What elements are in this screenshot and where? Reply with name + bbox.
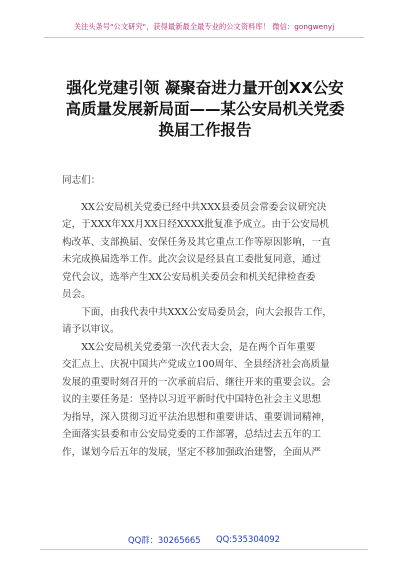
qq-group-number: QQ群：30265665 [128, 535, 201, 545]
title-line: 换届工作报告 [158, 121, 252, 139]
header-banner: 关注头条号"公文研究"，获得最新最全最专业的公文资料库！ 微信：gongwenyj [73, 22, 335, 31]
paragraph-line: 员会。 [62, 289, 91, 300]
footer-divider [40, 549, 368, 550]
paragraph-line: 交汇点上、庆祝中国共产党成立100周年、全县经济社会高质量 [62, 359, 330, 370]
paragraph-line: 党代会议，选举产生XX公安局机关委员会和机关纪律检查委 [62, 271, 316, 283]
paragraph-line: 构改革、支部换届、安保任务及其它重点工作等原因影响，一直 [62, 236, 331, 248]
paragraph-line: 请予以审议。 [62, 324, 120, 335]
paragraph-line: 作，谋划今后五年的发展，坚定不移加强政治建警，全面从严 [62, 446, 322, 458]
paragraph [62, 339, 344, 462]
qq-number: QQ:535304092 [216, 534, 280, 544]
title-line: 强化党建引领 凝聚奋进力量开创XX公安 [66, 79, 344, 97]
paragraph-line: XX公安局机关党委第一次代表大会，是在两个百年重要 [81, 341, 316, 353]
document-title [50, 78, 360, 141]
paragraph-line: 发展的重要时刻召开的一次承前启后、继往开来的重要会议。会 [62, 376, 331, 388]
document-body [62, 172, 344, 461]
paragraph-line: 议的主要任务是：坚持以习近平新时代中国特色社会主义思想 [62, 394, 322, 405]
paragraph-line: 未完成换届选举工作。此次会议是经县直工委批复同意，通过 [62, 254, 322, 265]
paragraph-line: 定，于XXX年XX月XX日经XXXX批复准予成立。由于公安局机 [62, 219, 330, 230]
paragraph-line: 为指导，深入贯彻习近平法治思想和重要讲话、重要训词精神， [62, 411, 331, 423]
paragraph [62, 304, 344, 339]
paragraph [62, 199, 344, 304]
paragraph-line: 下面，由我代表中共XXX公安局委员会，向大会报告工作， [81, 306, 332, 318]
header-divider [44, 37, 364, 38]
salutation: 同志们： [62, 175, 101, 186]
title-line: 高质量发展新局面——某公安局机关党委 [65, 100, 345, 118]
paragraph-line: 全面落实县委和市公安局党委的工作部署，总结过去五年的工 [62, 429, 322, 440]
paragraph-line: XX公安局机关党委已经中共XXX县委员会常委会议研究决 [81, 201, 327, 213]
